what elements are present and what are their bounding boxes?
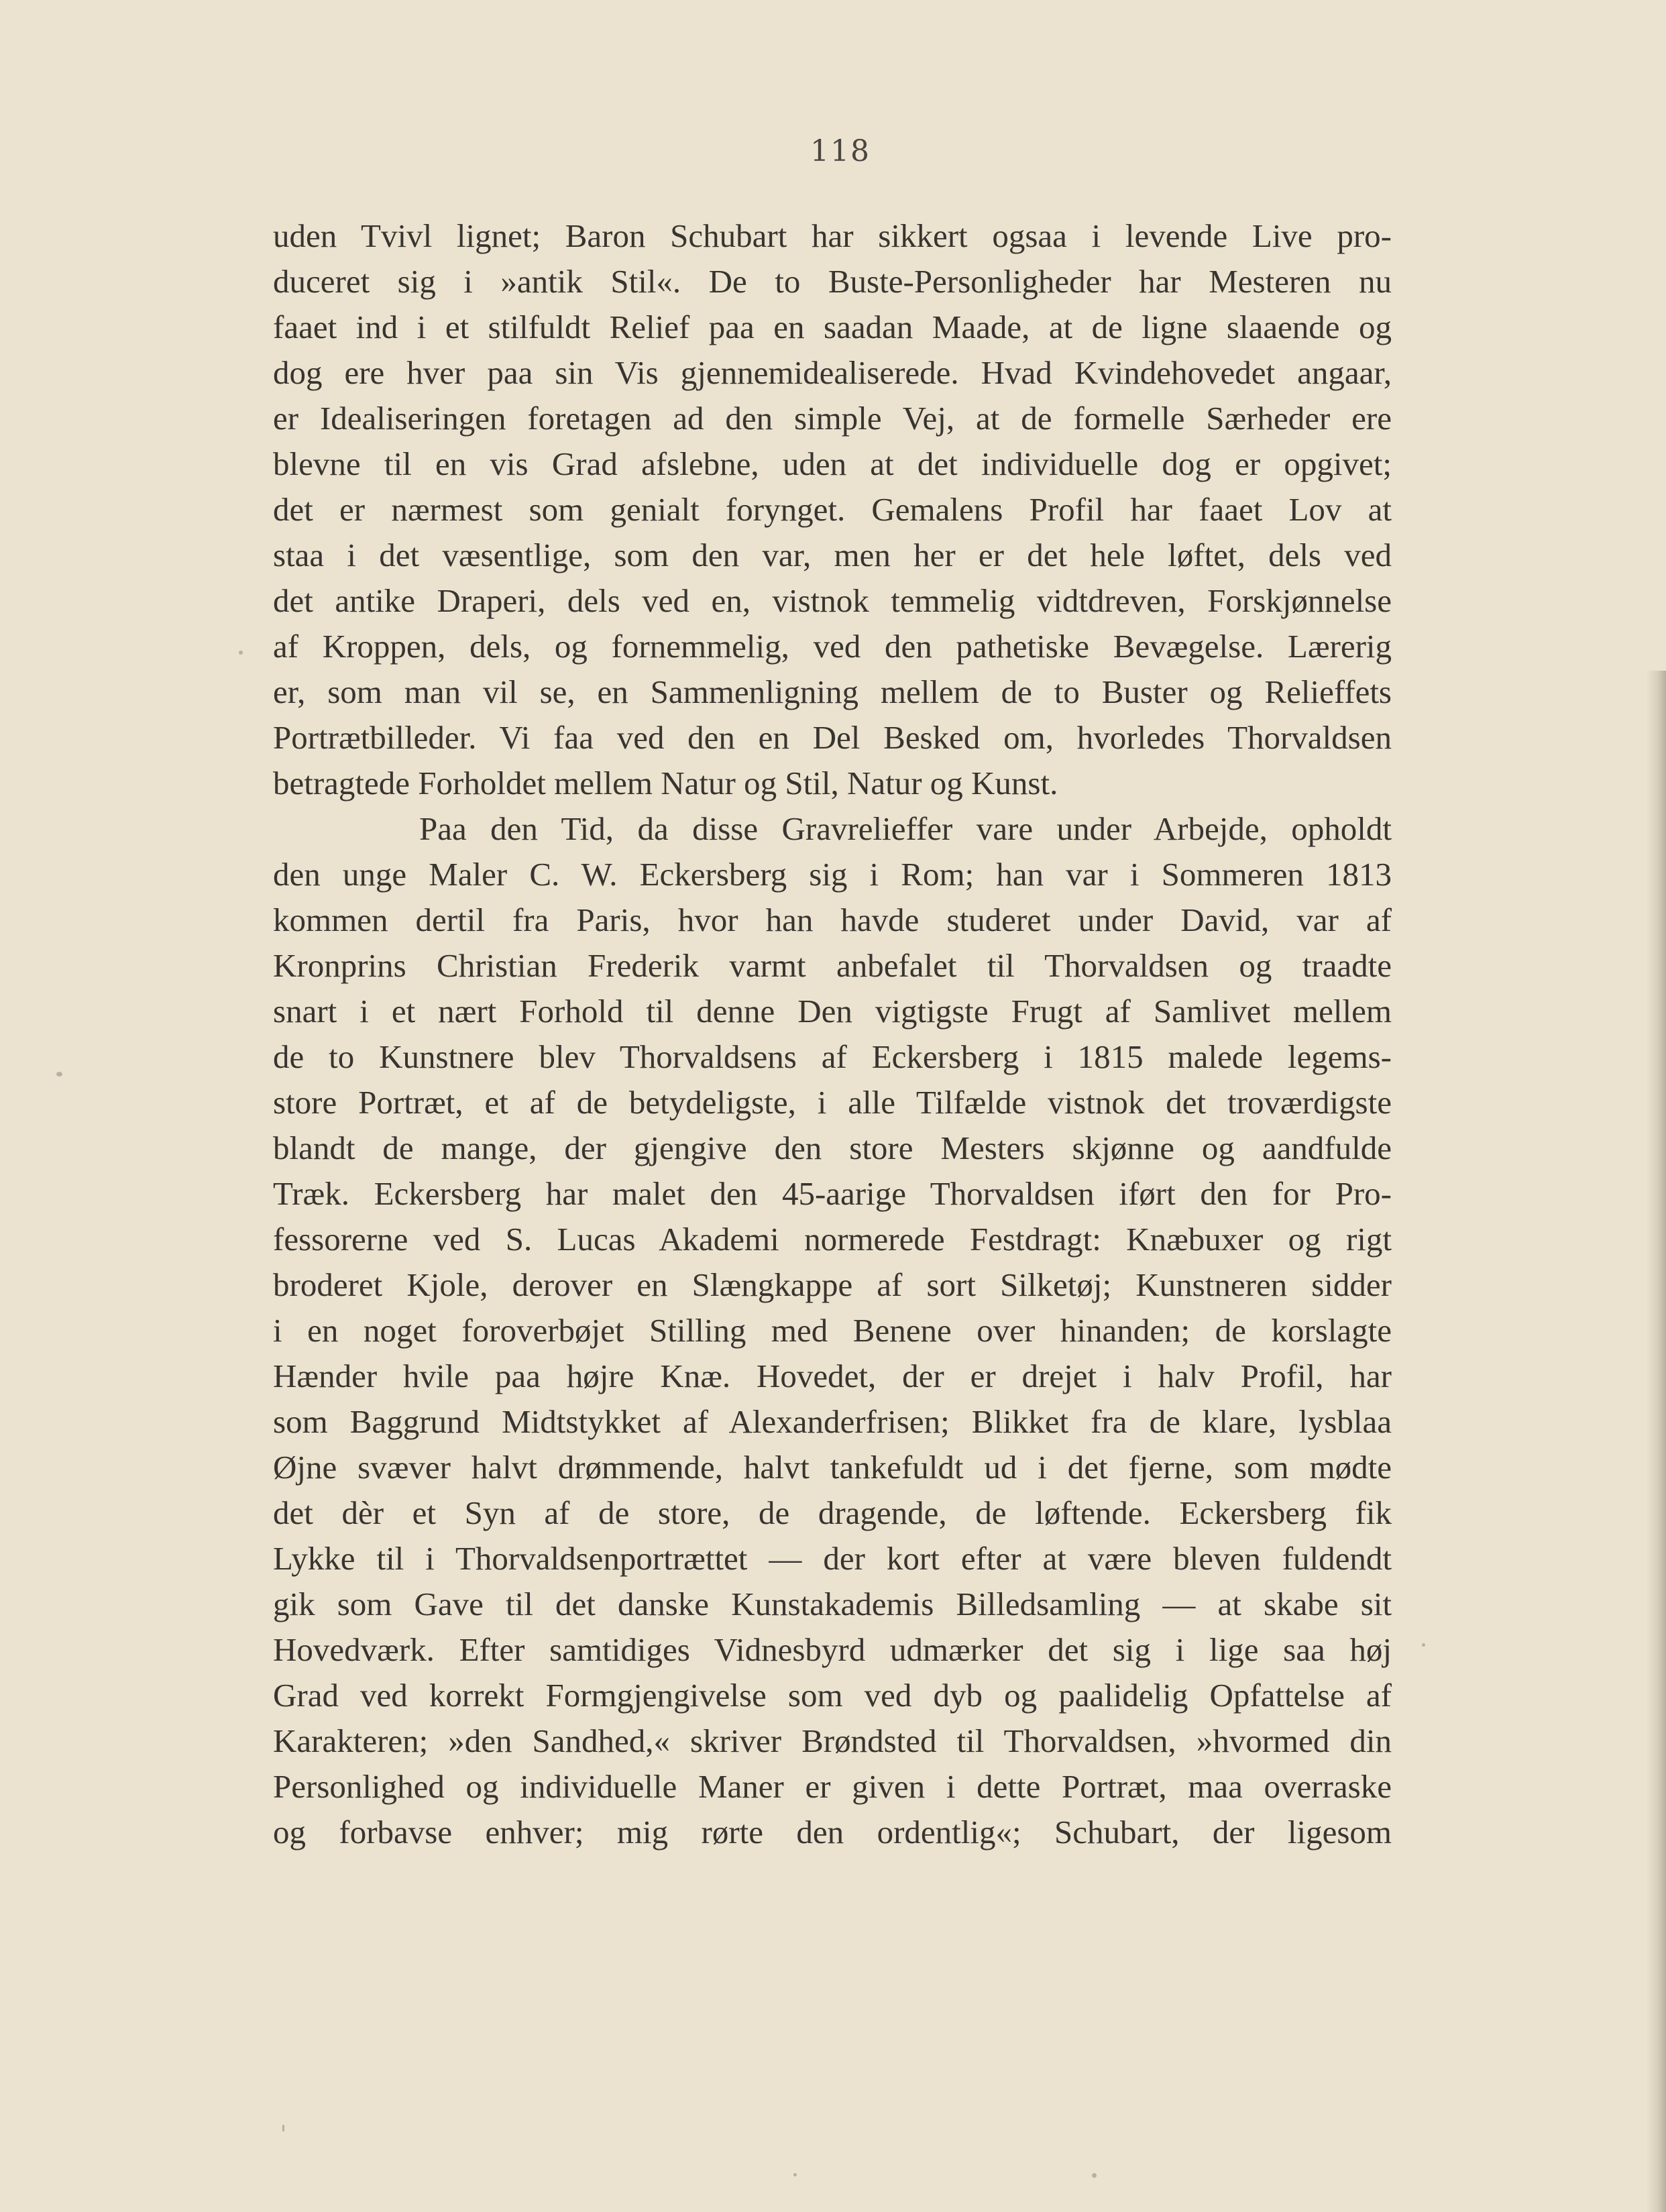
text-line: blandt de mange, der gjengive den store Mesters skjønne og aandfulde bbox=[273, 1129, 1392, 1166]
paragraph-end-line: betragtede Forholdet mellem Natur og Stil, Natur og Kunst. bbox=[273, 765, 1058, 801]
paper-speck bbox=[56, 1072, 62, 1076]
text-line: det er nærmest som genialt forynget. Gemalens Profil har faaet Lov at bbox=[273, 491, 1392, 528]
text-line: som Baggrund Midtstykket af Alexanderfrisen; Blikket fra de klare, lysblaa bbox=[273, 1403, 1392, 1440]
text-line: blevne til en vis Grad afslebne, uden at det individuelle dog er opgivet; bbox=[273, 445, 1392, 482]
text-line: snart i et nært Forhold til denne Den vigtigste Frugt af Samlivet mellem bbox=[273, 993, 1392, 1030]
text-line: duceret sig i »antik Stil«. De to Buste-Personligheder har Mesteren nu bbox=[273, 263, 1392, 300]
text-line: store Portræt, et af de betydeligste, i alle Tilfælde vistnok det troværdigste bbox=[273, 1084, 1392, 1121]
text-line: Kronprins Christian Frederik varmt anbefalet til Thorvaldsen og traadte bbox=[273, 947, 1392, 984]
text-line: og forbavse enhver; mig rørte den ordentlig«; Schubart, der ligesom bbox=[273, 1814, 1392, 1850]
text-line: broderet Kjole, derover en Slængkappe af sort Silketøj; Kunstneren sidder bbox=[273, 1266, 1392, 1303]
text-line: Hænder hvile paa højre Knæ. Hovedet, der er drejet i halv Profil, har bbox=[273, 1358, 1392, 1394]
text-line: Grad ved korrekt Formgjengivelse som ved dyb og paalidelig Opfattelse af bbox=[273, 1677, 1392, 1714]
text-line: er Idealiseringen foretagen ad den simple Vej, at de formelle Særheder ere bbox=[273, 400, 1392, 437]
text-line: faaet ind i et stilfuldt Relief paa en saadan Maade, at de ligne slaaende og bbox=[273, 309, 1392, 345]
page-number: 118 bbox=[810, 134, 871, 168]
text-line: fessorerne ved S. Lucas Akademi normerede Festdragt: Knæbuxer og rigt bbox=[273, 1221, 1392, 1258]
text-line: gik som Gave til det danske Kunstakademis Billedsamling — at skabe sit bbox=[273, 1586, 1392, 1622]
text-line: Hovedværk. Efter samtidiges Vidnesbyrd udmærker det sig i lige saa høj bbox=[273, 1631, 1392, 1668]
text-line: af Kroppen, dels, og fornemmelig, ved den pathetiske Bevægelse. Lærerig bbox=[273, 628, 1392, 665]
text-line: staa i det væsentlige, som den var, men her er det hele løftet, dels ved bbox=[273, 537, 1392, 573]
paragraph-start-line: Paa den Tid, da disse Gravrelieffer vare under Arbejde, opholdt bbox=[419, 810, 1392, 847]
paper-speck bbox=[1092, 2173, 1097, 2178]
text-line: de to Kunstnere blev Thorvaldsens af Eckersberg i 1815 malede legems- bbox=[273, 1038, 1392, 1075]
text-line: dog ere hver paa sin Vis gjennemidealiserede. Hvad Kvindehovedet angaar, bbox=[273, 354, 1392, 391]
text-line: kommen dertil fra Paris, hvor han havde studeret under David, var af bbox=[273, 901, 1392, 938]
text-line: uden Tvivl lignet; Baron Schubart har sikkert ogsaa i levende Live pro- bbox=[273, 217, 1392, 254]
text-line: i en noget foroverbøjet Stilling med Benene over hinanden; de korslagte bbox=[273, 1312, 1392, 1349]
paper-speck bbox=[282, 2125, 284, 2132]
text-line: det antike Draperi, dels ved en, vistnok temmelig vidtdreven, Forskjønnelse bbox=[273, 582, 1392, 619]
text-line: Lykke til i Thorvaldsenportrættet — der kort efter at være bleven fuldendt bbox=[273, 1540, 1392, 1577]
text-line: den unge Maler C. W. Eckersberg sig i Rom; han var i Sommeren 1813 bbox=[273, 856, 1392, 893]
text-line: Øjne svæver halvt drømmende, halvt tankefuldt ud i det fjerne, som mødte bbox=[273, 1449, 1392, 1486]
text-line: Træk. Eckersberg har malet den 45-aarige Thorvaldsen iført den for Pro- bbox=[273, 1175, 1392, 1212]
body-text bbox=[273, 213, 1392, 1855]
text-line: Karakteren; »den Sandhed,« skriver Brøndsted til Thorvaldsen, »hvormed din bbox=[273, 1722, 1392, 1759]
text-line: er, som man vil se, en Sammenligning mellem de to Buster og Relieffets bbox=[273, 673, 1392, 710]
text-line: Personlighed og individuelle Maner er given i dette Portræt, maa overraske bbox=[273, 1768, 1392, 1805]
paper-speck bbox=[793, 2173, 797, 2176]
paper-speck bbox=[1422, 1643, 1425, 1647]
text-line: Portrætbilleder. Vi faa ved den en Del Besked om, hvorledes Thorvaldsen bbox=[273, 719, 1392, 756]
text-line: det dèr et Syn af de store, de dragende, de løftende. Eckersberg fik bbox=[273, 1494, 1392, 1531]
page-edge-shadow bbox=[1646, 671, 1666, 2212]
paper-speck bbox=[239, 651, 243, 655]
